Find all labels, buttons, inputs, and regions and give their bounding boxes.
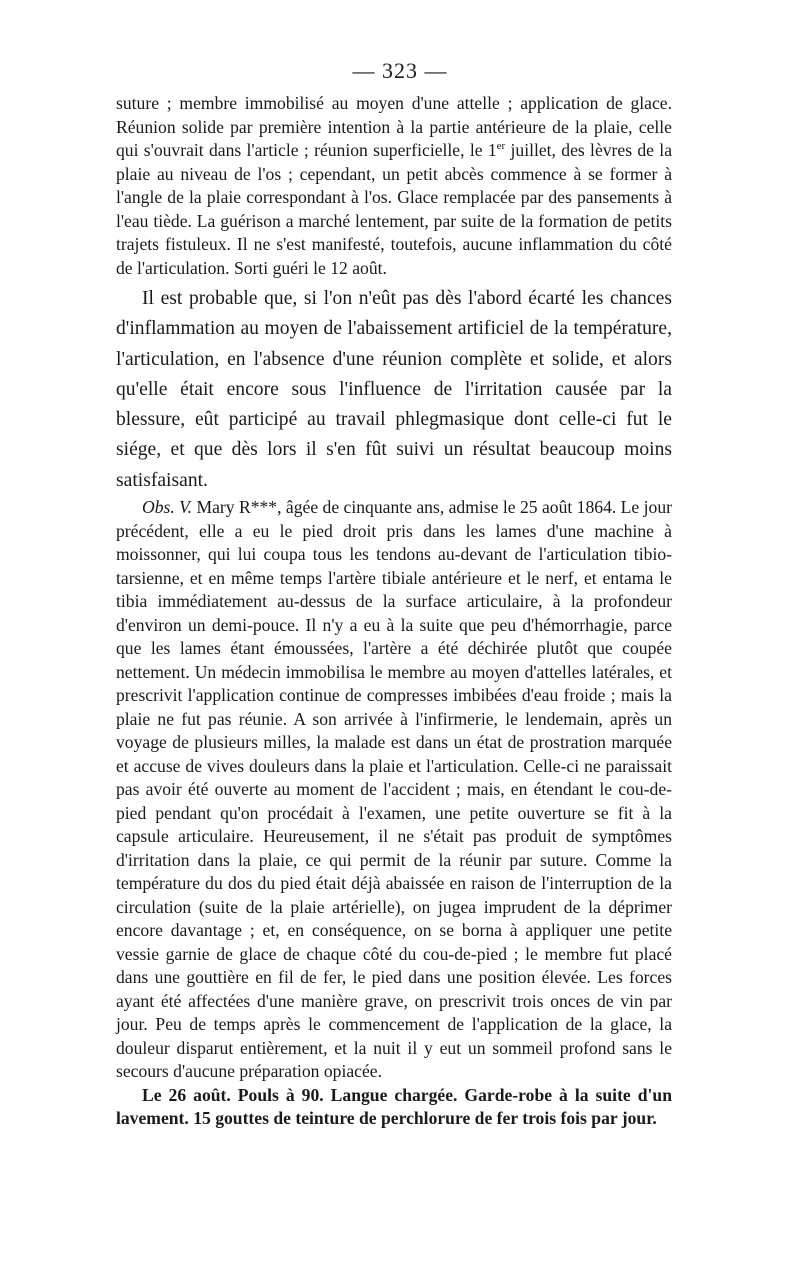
paragraph-observation-v <box>116 496 672 1084</box>
body-text <box>116 92 672 1131</box>
paragraph-commentary: Il est probable que, si l'on n'eût pas dès l'abord écarté les chances d'inflammation au moyen de l'abaissement artificiel de la température, l'articulation, en l'absence d'une réunion complète et solide, et alors qu'elle était encore sous l'influence de l'irritation causée par la blessure, eût participé au travail phlegmasique dont celle-ci fut le siége, et que dès lors il s'en fût suivi un résultat beaucoup moins satisfaisant. <box>116 288 672 491</box>
paragraph-text: Mary R***, âgée de cinquante ans, admise le 25 août 1864. Le jour précédent, elle a eu le pied droit pris dans les lames d'une machine à moissonner, qui lui coupa tous les tendons au-devant de l'articulation tibio-tarsienne, et en même temps l'artère tibiale antérieure et le nerf, et entama le tibia immédiatement au-dessus de la surface articulaire, à la profondeur d'environ un demi-pouce. Il n'y a eu à la suite que peu d'hémorrhagie, parce que les lames étant émoussées, l'artère a été déchirée plutôt que coupée nettement. Un médecin immobilisa le membre au moyen d'attelles latérales, et prescrivit l'application continue de compresses imbibées d'eau froide ; mais la plaie ne fut pas réunie. A son arrivée à l'infirmerie, le lendemain, après un voyage de plusieurs milles, la malade est dans un état de prostration marquée et accuse de vives douleurs dans la plaie et l'articulation. Celle-ci ne paraissait pas avoir été ouverte au moment de l'accident ; mais, en étendant le cou-de-pied pendant qu'on procédait à l'examen, une petite ouverture se fit à la capsule articulaire. Heureusement, il ne s'était pas produit de symptômes d'irritation dans la plaie, ce qui permit de la réunir par suture. Comme la température du dos du pied était déjà abaissée en raison de l'interruption de la circulation (suite de la plaie artérielle), on jugea imprudent de la déprimer encore davantage ; et, en conséquence, on se borna à appliquer une petite vessie garnie de glace de chaque côté du cou-de-pied ; le membre fut placé dans une gouttière en fil de fer, le pied dans une position élevée. Les forces ayant été affectées d'une manière grave, on prescrivit trois onces de vin par jour. Peu de temps après le commencement de l'application de la glace, la douleur disparut entièrement, et la nuit il y eut un sommeil profond sans le secours d'aucune préparation opiacée. <box>116 497 672 1082</box>
ordinal-superscript: er <box>496 140 506 153</box>
paragraph-text: juillet, des lèvres de la plaie au niveau de l'os ; cependant, un petit abcès commence à se former à l'angle de la plaie correspondant à l'os. Glace remplacée par des pansements à l'eau tiède. La guérison a marché lentement, par suite de la formation de petits trajets fistuleux. Il ne s'est manifesté, toutefois, aucune inflammation du côté de l'articulation. Sorti guéri le 12 août. <box>116 140 673 278</box>
paragraph-daily-note: Le 26 août. Pouls à 90. Langue chargée. Garde-robe à la suite d'un lavement. 15 gouttes de teinture de perchlorure de fer trois fois par jour. <box>116 1084 672 1129</box>
paragraph-case-continuation <box>116 92 672 280</box>
page-number: — 323 — <box>352 58 448 83</box>
paragraph-text: suture ; membre immobilisé au moyen d'une attelle ; application de glace. Réunion solide par première intention à la partie antérieure de la plaie, celle qui s'ouvrait dans l'article ; réunion superficielle, le 1 <box>116 93 672 160</box>
observation-label: Obs. V. <box>142 497 193 518</box>
